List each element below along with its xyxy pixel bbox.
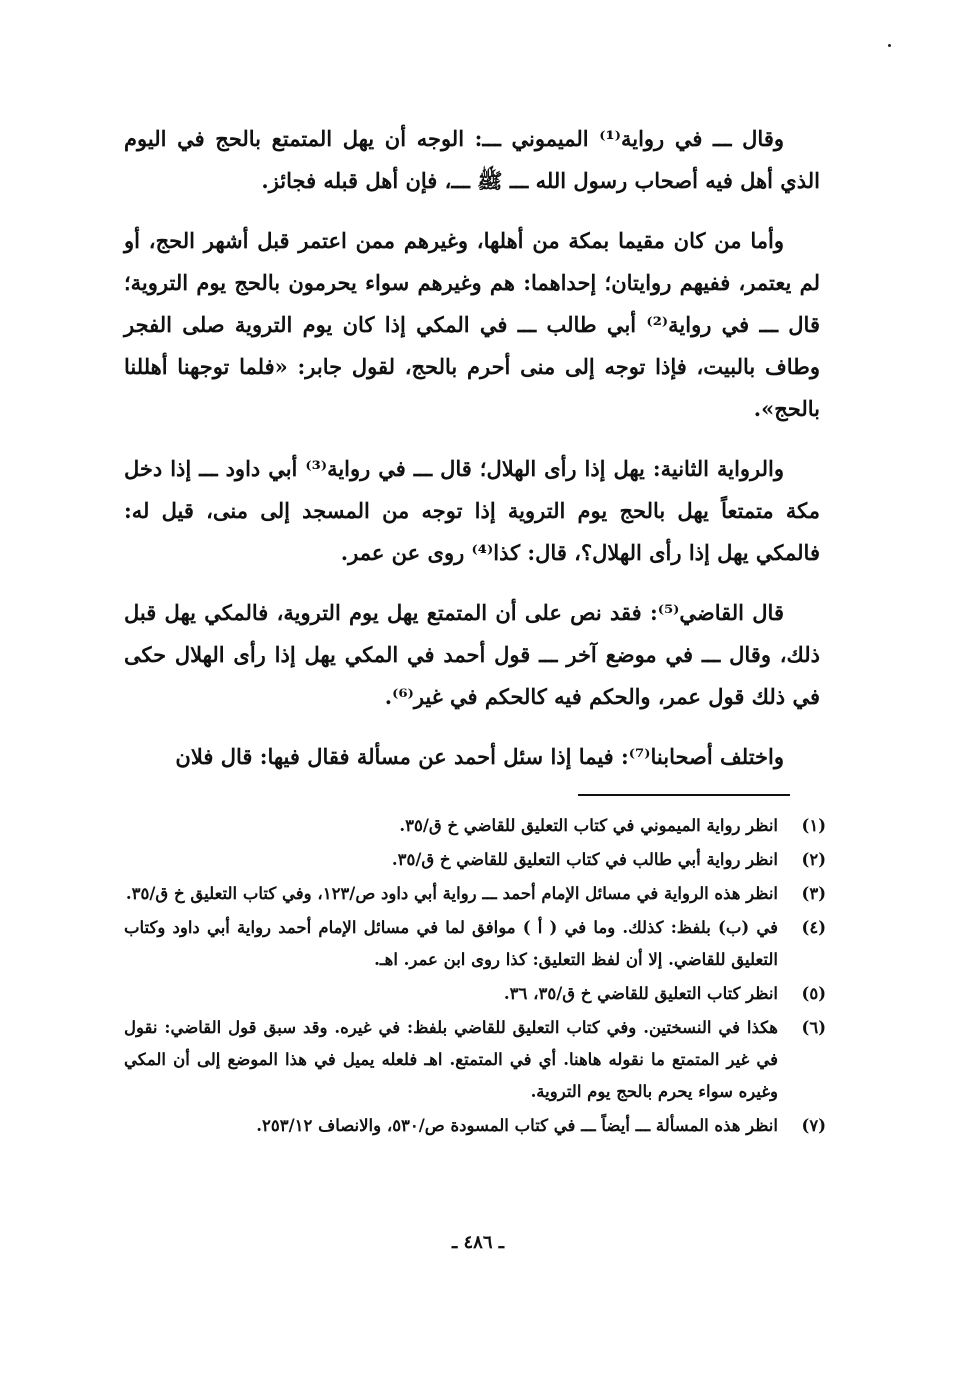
footnote-text: انظر هذه المسألة ـــ أيضاً ـــ في كتاب المسودة ص/٥٣٠، والانصاف ٢٥٣/١٢. [256,1116,778,1135]
footnote-text: انظر رواية الميموني في كتاب التعليق للقاضي خ ق/٣٥. [399,816,778,835]
footnote-6 [124,1012,828,1108]
footnote-text: انظر هذه الرواية في مسائل الإمام أحمد ـــ رواية أبي داود ص/١٢٣، وفي كتاب التعليق خ ق/٣٥. [125,884,778,903]
footnote-4 [124,912,828,976]
footnote-2 [124,844,828,876]
footnote-text: انظر كتاب التعليق للقاضي خ ق/٣٥، ٣٦. [503,984,778,1003]
paragraph-2: وأما من كان مقيما بمكة من أهلها، وغيرهم ممن اعتمر قبل أشهر الحج، أو لم يعتمر، ففيهم روايتان؛ إحداهما: هم وغيرهم سواء يحرمون بالحج يوم التروية؛ قال ـــ في رواية⁽²⁾ أبي طالب ـــ في المكي إذا كان يوم التروية صلى الفجر وطاف بالبيت، فإذا توجه إلى منى أحرم بالحج، لقول جابر: «فلما توجهنا أهللنا بالحج». [124,228,820,421]
main-text [124,118,820,796]
scan-speck [888,44,891,47]
paragraph-1: وقال ـــ في رواية⁽¹⁾ الميموني ـــ: الوجه أن يهل المتمتع بالحج في اليوم الذي أهل فيه أصحاب رسول الله ـــ ﷺ ـــ، فإن أهل قبله فجائز. [124,126,820,193]
footnote-number: (٧) [801,1116,826,1135]
footnote-number: (٣) [801,884,826,903]
page-number: ـ ٤٨٦ ـ [451,1232,505,1253]
paragraph-3: والرواية الثانية: يهل إذا رأى الهلال؛ قال ـــ في رواية⁽³⁾ أبي داود ـــ إذا دخل مكة متمتعاً يهل بالحج يوم التروية إذا توجه من المسجد إلى منى، قيل له: فالمكي يهل إذا رأى الهلال؟، قال: كذا⁽⁴⁾ روى عن عمر. [124,456,820,565]
footnote-7 [124,1110,828,1142]
footnote-text: هكذا في النسختين. وفي كتاب التعليق للقاضي بلفظ: في غيره. وقد سبق قول القاضي: نقول في غير المتمتع ما نقوله هاهنا. أي في المتمتع. اهـ فلعله يميل في هذا الموضع إلى أن المكي وغيره سواء يحرم بالحج يوم التروية. [124,1018,778,1101]
paragraph-5: واختلف أصحابنا⁽⁷⁾: فيما إذا سئل أحمد عن مسألة فقال فيها: قال فلان [175,744,784,769]
footnote-number: (١) [801,816,826,835]
footnote-1 [124,810,828,842]
footnote-5 [124,978,828,1010]
footnote-number: (٢) [801,850,826,869]
footnote-text: انظر رواية أبي طالب في كتاب التعليق للقاضي خ ق/٣٥. [391,850,778,869]
footnote-number: (٦) [801,1018,826,1037]
paragraph-4: قال القاضي⁽⁵⁾: فقد نص على أن المتمتع يهل يوم التروية، فالمكي يهل قبل ذلك، وقال ـــ في موضع آخر ـــ قول أحمد في المكي يهل إذا رأى الهلال حكى في ذلك قول عمر، والحكم فيه كالحكم في غير⁽⁶⁾. [124,600,820,709]
footnote-text: في (ب) بلفظ: كذلك. وما في ( أ ) موافق لما في مسائل الإمام أحمد رواية أبي داود وكتاب التعليق للقاضي. إلا أن لفظ التعليق: كذا روى ابن عمر. اهـ. [124,918,778,969]
footnote-number: (٤) [801,918,826,937]
footnote-3 [124,878,828,910]
footnote-divider [578,794,790,796]
footnote-number: (٥) [801,984,826,1003]
footnotes [124,810,828,1144]
